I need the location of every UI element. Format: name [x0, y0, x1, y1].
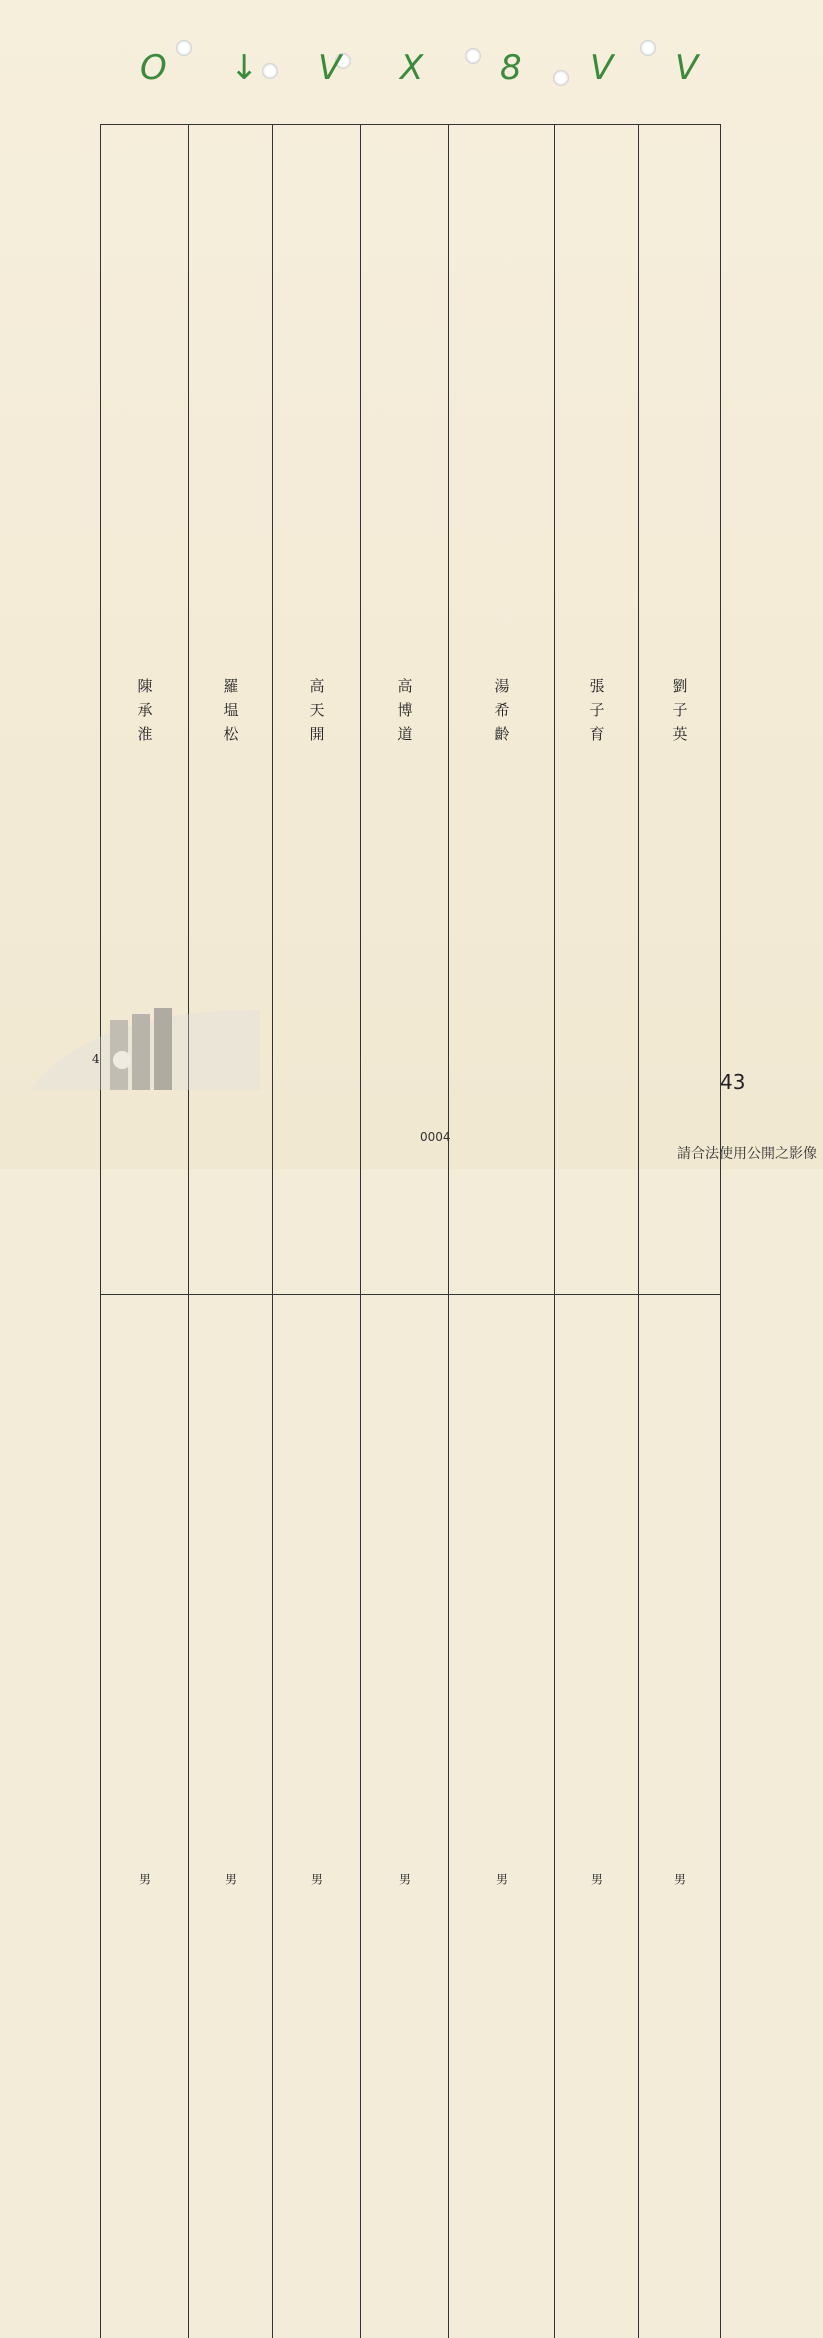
punch-hole — [640, 40, 656, 56]
handwritten-mark: V — [675, 48, 698, 88]
handwritten-mark: X — [400, 48, 423, 88]
row-sex — [101, 1295, 721, 2338]
person-sex — [672, 1299, 688, 2338]
person-name: 高天開 — [309, 133, 325, 1294]
archive-stamp: 0004 — [420, 1130, 451, 1144]
person-sex — [589, 1299, 605, 2338]
archive-logo-watermark — [30, 990, 260, 1090]
punch-hole — [262, 63, 278, 79]
person-name: 羅塭松 — [223, 133, 239, 1294]
person-name: 張子育 — [589, 133, 605, 1294]
handwritten-mark: V — [590, 48, 613, 88]
prisoner-register-table — [100, 124, 721, 2338]
punch-hole — [465, 48, 481, 64]
person-sex — [494, 1299, 510, 2338]
person-name: 湯希齡 — [494, 133, 510, 1294]
handwritten-mark: O — [140, 48, 167, 88]
margin-number: 4 — [92, 1052, 100, 1066]
person-sex — [137, 1299, 153, 2338]
person-name: 高博道 — [397, 133, 413, 1294]
person-name: 劉子英 — [672, 133, 688, 1294]
usage-notice: 請合法使用公開之影像 — [677, 1143, 817, 1163]
handwritten-mark: ↓ — [230, 48, 259, 88]
person-sex — [223, 1299, 239, 2338]
handwritten-mark: V — [318, 48, 341, 88]
row-name — [101, 125, 721, 1295]
handwritten-mark: 8 — [500, 48, 522, 88]
page-number: 43 — [720, 1070, 745, 1094]
person-sex — [397, 1299, 413, 2338]
person-sex — [309, 1299, 325, 2338]
punch-hole — [553, 70, 569, 86]
person-name: 陳承淮 — [137, 133, 153, 1294]
punch-hole — [176, 40, 192, 56]
